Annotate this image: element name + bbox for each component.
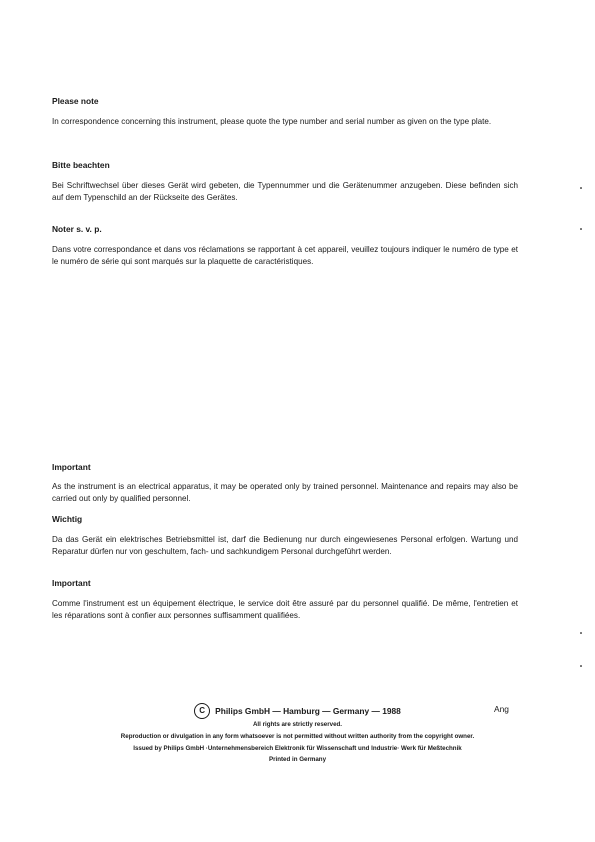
reproduction-text: Reproduction or divulgation in any form whatsoever is not permitted without written authority from the copyright owner. (120, 733, 475, 740)
section-text: Bei Schriftwechsel über dieses Gerät wird gebeten, die Typennummer und die Gerätenummer anzugeben. Diese befinden sich auf dem Typenschild an der Rückseite des Gerätes. (52, 181, 518, 202)
section-text: Dans votre correspondance et dans vos réclamations se rapportant à cet appareil, veuillez toujours indiquer le numéro de type et le numéro de série qui sont marqués sur la plaquette de caractéristiques. (52, 245, 518, 266)
section-important-fr (52, 578, 518, 621)
section-heading: Bitte beachten (52, 160, 110, 170)
section-text: In correspondence concerning this instrument, please quote the type number and serial number as given on the type plate. (52, 117, 492, 126)
section-text: As the instrument is an electrical apparatus, it may be operated only by trained personnel. Maintenance and repairs may also be carried out only by qualified personnel. (52, 482, 518, 503)
scan-speck (580, 228, 582, 230)
scan-speck (580, 665, 582, 667)
scan-speck (580, 187, 582, 189)
copyright-text: Philips GmbH — Hamburg — Germany — 1988 (215, 706, 401, 717)
issued-by-text: Issued by Philips GmbH ·Unternehmensbereich Elektronik für Wissenschaft und Industrie· Werk für Meßtechnik (133, 745, 462, 752)
language-code: Ang (494, 704, 509, 714)
section-heading: Important (52, 462, 91, 472)
scan-speck (580, 632, 582, 634)
section-heading: Important (52, 578, 91, 588)
section-heading: Noter s. v. p. (52, 224, 102, 234)
rights-text: All rights are strictly reserved. (252, 721, 343, 728)
section-text: Da das Gerät ein elektrisches Betriebsmittel ist, darf die Bedienung nur durch eingewiesenes Personal erfolgen. Wartung und Reparatur dürfen nur von geschultem, fach- und sachkundigem Personal durchgeführt werden. (52, 535, 518, 556)
section-important-en (52, 462, 518, 504)
section-text: Comme l'instrument est un équipement électrique, le service doit être assuré par du personnel qualifié. De même, l'entretien et les réparations sont à confier aux personnes suffisamment qualifiées. (52, 599, 518, 620)
printed-text: Printed in Germany (268, 756, 327, 763)
section-wichtig (52, 514, 518, 557)
section-please-note (52, 96, 518, 128)
section-noter (52, 224, 518, 267)
section-bitte-beachten (52, 160, 518, 203)
section-heading: Wichtig (52, 514, 83, 524)
copyright-icon: C (194, 703, 210, 719)
section-heading: Please note (52, 96, 99, 106)
